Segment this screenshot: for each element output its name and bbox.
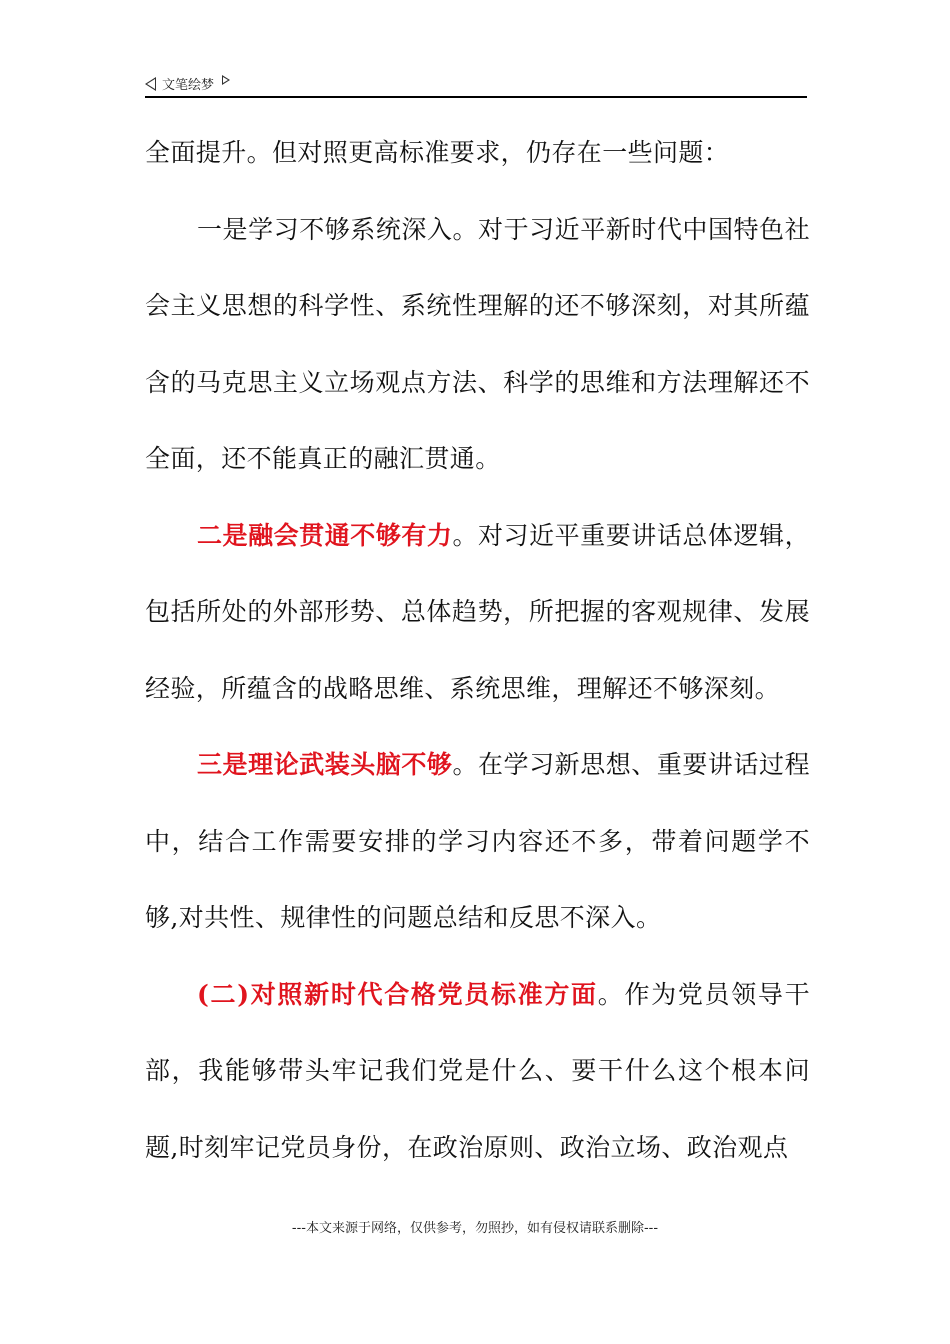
right-triangle-icon — [222, 75, 230, 85]
paragraph-point-two — [145, 498, 810, 728]
paragraph-section-two — [145, 957, 810, 1187]
page-footer: ---本文来源于网络，仅供参考，勿照抄，如有侵权请联系删除--- — [291, 1221, 659, 1236]
left-triangle-icon — [145, 77, 156, 91]
header-title: 文笔绘梦 — [162, 78, 215, 93]
header-brand — [145, 74, 230, 93]
paragraph-continuation — [145, 115, 810, 192]
paragraph-heading: 三是理论武装头脑不够 — [197, 750, 453, 779]
paragraph-point-three — [145, 727, 810, 957]
paragraph-heading: (二)对照新时代合格党员标准方面 — [197, 979, 598, 1009]
page-header — [145, 70, 807, 98]
paragraph-text: 全面提升。但对照更高标准要求，仍存在一些问题： — [145, 138, 730, 167]
paragraph-text: 。对习近平重要讲话总体逻辑，包括所处的外部形势、总体趋势，所把握的客观规律、发展经验，所蕴含的战略思维、系统思维，理解还不够深刻。 — [145, 520, 810, 703]
paragraph-point-one — [145, 192, 810, 498]
paragraph-heading: 二是融会贯通不够有力 — [197, 520, 453, 550]
document-body — [145, 115, 810, 1186]
paragraph-text: 。在学习新思想、重要讲话过程中，结合工作需要安排的学习内容还不多，带着问题学不够,对共性、规律性的问题总结和反思不深入。 — [145, 750, 810, 932]
paragraph-text: 。作为党员领导干部，我能够带头牢记我们党是什么、要干什么这个根本问题,时刻牢记党员身份，在政治原则、政治立场、政治观点 — [145, 979, 811, 1162]
paragraph-text: 一是学习不够系统深入。对于习近平新时代中国特色社会主义思想的科学性、系统性理解的还不够深刻，对其所蕴含的马克思主义立场观点方法、科学的思维和方法理解还不全面，还不能真正的融汇贯通。 — [145, 214, 810, 473]
